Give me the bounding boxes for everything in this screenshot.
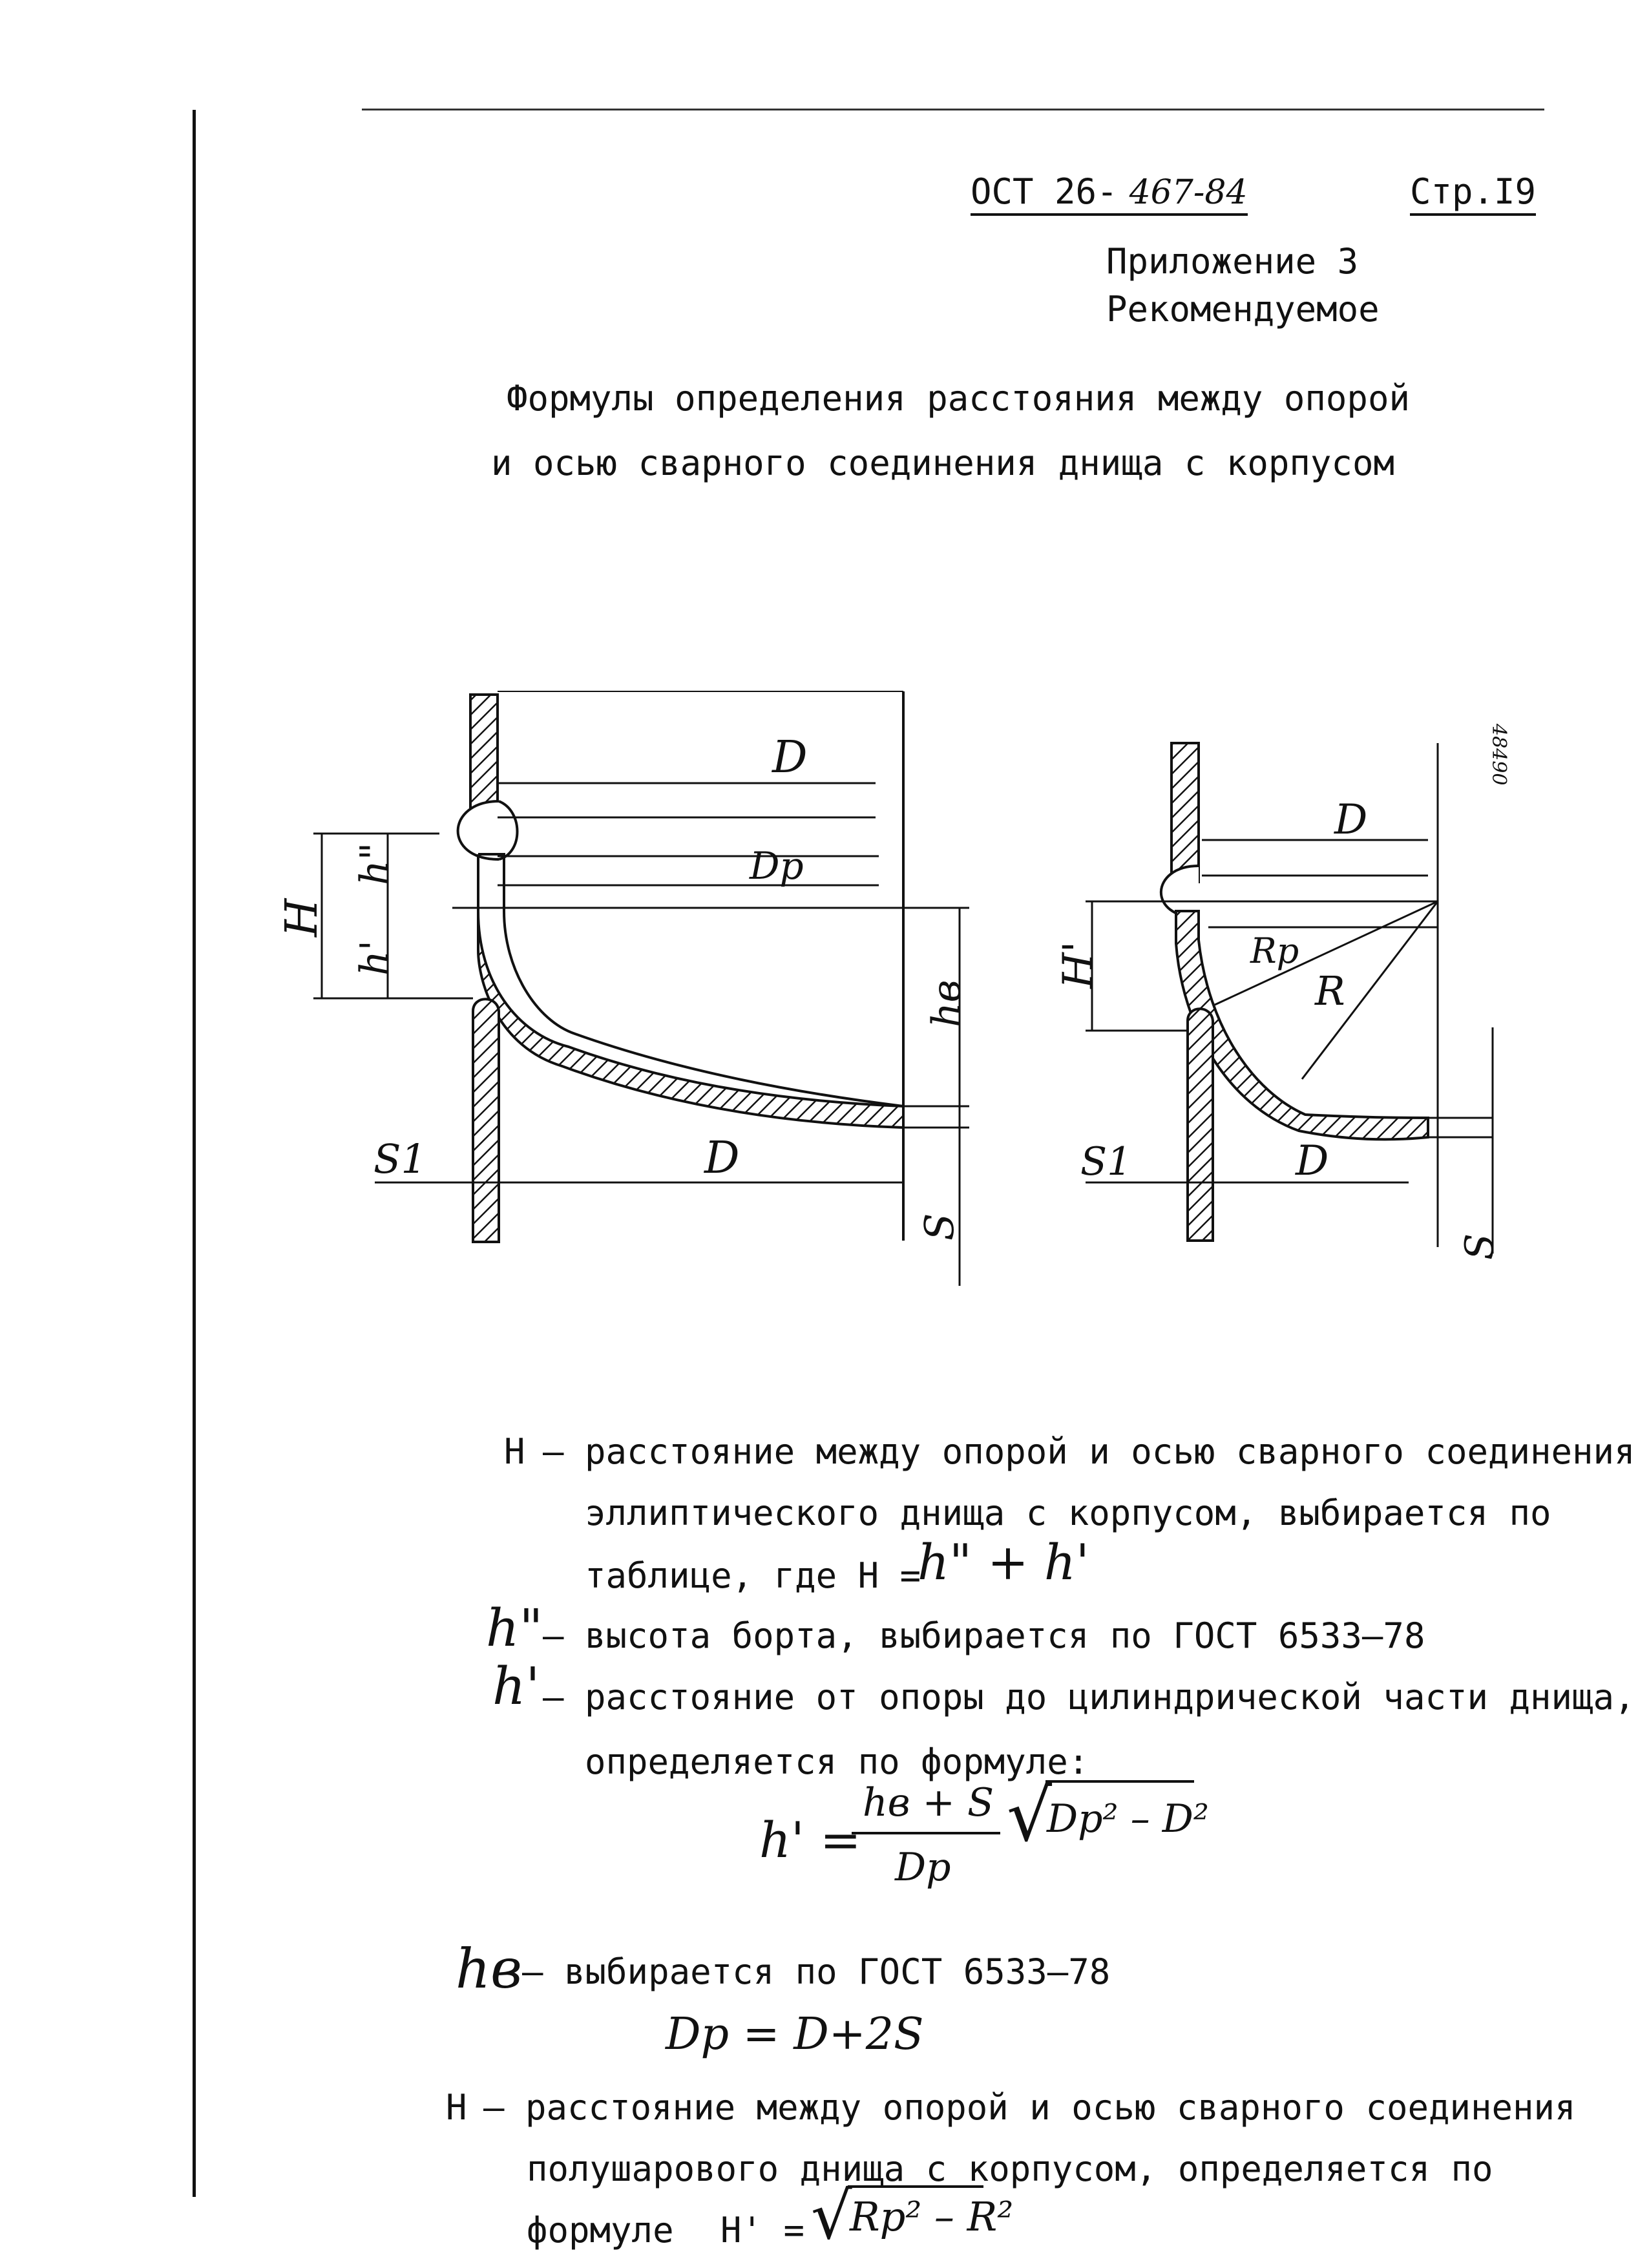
p5-symbol: H <box>446 2087 467 2128</box>
p3-line-1: – расстояние от опоры до цилиндрической части днища, <box>543 1677 1635 1717</box>
label-R: R <box>1315 967 1345 1014</box>
p1-symbol: H <box>504 1431 525 1472</box>
f1-fraction-bar <box>852 1832 1000 1834</box>
archive-stamp: 48490 <box>1487 724 1510 786</box>
f1-denominator: Dp <box>895 1845 951 1890</box>
p5-line-2: полушарового днища с корпусом, определяется по <box>527 2148 1493 2189</box>
p1-line-3: таблице, где H = <box>585 1555 921 1596</box>
f1-radicand: Dp² – D² <box>1047 1796 1209 1842</box>
p3-line-2: определяется по формуле: <box>585 1741 1089 1782</box>
title-line-2: и осью сварного соединения днища с корпусом <box>491 443 1394 483</box>
elliptical-head-drawing <box>313 691 969 1286</box>
f1-lhs: h' = <box>759 1811 861 1869</box>
title-line-1: Формулы определения расстояния между опорой <box>507 378 1410 419</box>
doc-number: 467-84 <box>1129 173 1248 212</box>
elliptical-head-labels <box>277 732 969 1241</box>
hemispherical-head-drawing <box>1086 743 1493 1254</box>
p5-line-3: формуле <box>527 2210 674 2251</box>
label-S-r: S <box>1457 1233 1502 1260</box>
f1-numerator: hв + S <box>863 1780 994 1825</box>
f1-radical-sign: √ <box>1007 1774 1053 1857</box>
p2-line-1: – высота борта, выбирается по ГОСТ 6533–78 <box>543 1615 1425 1656</box>
f3-radical-sign: √ <box>811 2178 852 2254</box>
p1-formula: h" + h' <box>918 1533 1089 1591</box>
f1-radical-bar <box>1045 1780 1194 1783</box>
label-h-dprime: h" <box>352 842 397 885</box>
appendix-status: Рекомендуемое <box>1106 289 1380 330</box>
f3-radicand: Rp² – R² <box>850 2193 1014 2240</box>
label-h-prime: h' <box>352 940 397 976</box>
label-Rp: Rp <box>1250 930 1299 971</box>
p4-line-1: – выбирается по ГОСТ 6533–78 <box>522 1951 1111 1992</box>
f2-formula: Dp = D+2S <box>666 2009 924 2060</box>
label-D-bottom: D <box>704 1133 740 1184</box>
label-S: S <box>916 1213 963 1241</box>
hemispherical-head-labels <box>1055 723 1510 1260</box>
p1-line-2: эллиптического днища с корпусом, выбирается по <box>585 1493 1551 1533</box>
label-D-bottom-r: D <box>1296 1137 1329 1185</box>
label-H: H <box>277 898 328 937</box>
p3-symbol: h' <box>492 1656 540 1716</box>
page-value: I9 <box>1494 171 1537 212</box>
page-label: Стр. <box>1410 171 1495 212</box>
f3-radical-bar <box>848 2185 983 2188</box>
p5-line-1: – расстояние между опорой и осью сварного соединения <box>483 2087 1576 2128</box>
p1-line-1: – расстояние между опорой и осью сварного соединения <box>543 1431 1635 1472</box>
appendix-label: Приложение 3 <box>1106 241 1359 282</box>
label-D-top-r: D <box>1334 796 1368 844</box>
label-S1: S1 <box>373 1135 426 1182</box>
p4-symbol: hв <box>456 1937 522 2000</box>
label-H-prime: H' <box>1055 941 1102 989</box>
doc-prefix: ОСТ 26- <box>971 171 1118 212</box>
label-Dp: Dp <box>750 844 804 888</box>
label-D-top: D <box>772 732 808 783</box>
label-S1-r: S1 <box>1080 1139 1132 1184</box>
f3-lhs: H' = <box>720 2210 805 2251</box>
p2-symbol: h" <box>486 1598 543 1658</box>
label-hb: hв <box>924 980 969 1027</box>
